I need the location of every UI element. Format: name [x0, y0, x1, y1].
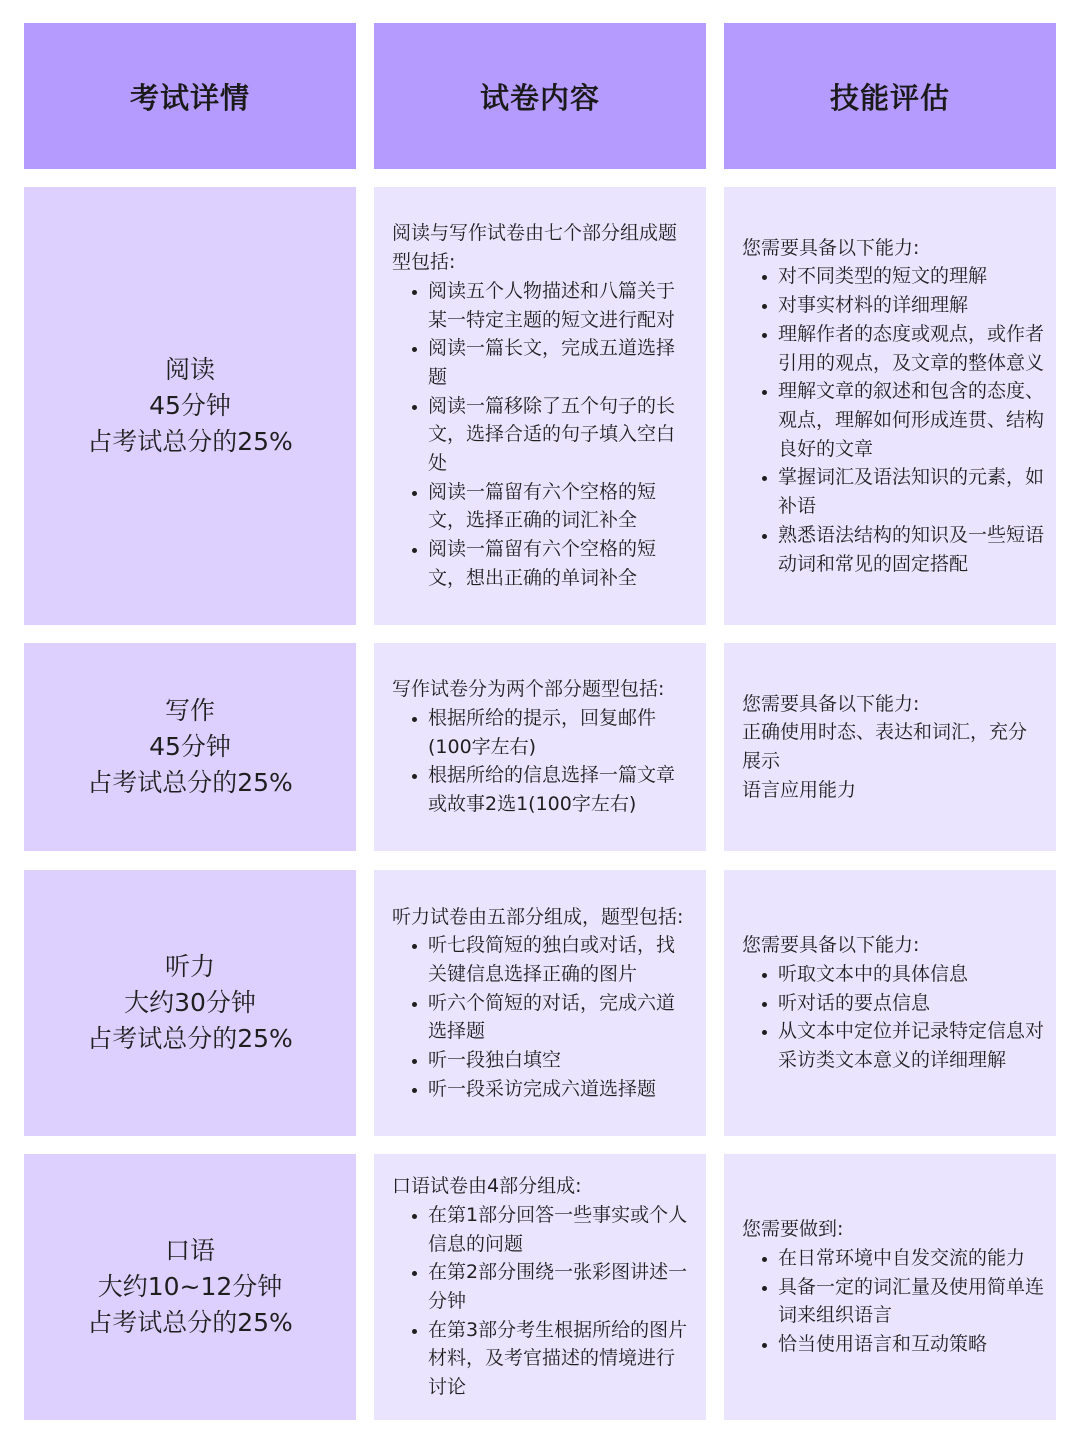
content-intro: 口语试卷由4部分组成: [392, 1175, 582, 1198]
list-item: • 根据所给的提示，回复邮件(100字左右) [428, 704, 690, 761]
list-item: • 根据所给的信息选择一篇文章或故事2选1(100字左右) [428, 761, 690, 818]
list-item: • 听六个简短的对话，完成六道选择题 [428, 989, 690, 1046]
list-item: • 理解作者的态度或观点，或作者引用的观点，及文章的整体意义 [778, 320, 1044, 377]
listening-content-cell [374, 870, 706, 1136]
list-item: • 理解文章的叙述和包含的态度、观点，理解如何形成连贯、结构良好的文章 [778, 377, 1044, 463]
header-skill-assessment: 技能评估 [724, 23, 1056, 169]
section-title: 听力 [164, 952, 215, 981]
list-item: • 听一段独白填空 [428, 1046, 690, 1075]
reading-content-cell [374, 187, 706, 625]
list-item: • 熟悉语法结构的知识及一些短语动词和常见的固定搭配 [778, 521, 1044, 578]
list-item: • 阅读一篇移除了五个句子的长文，选择合适的句子填入空白处 [428, 392, 690, 478]
listening-skills-cell [724, 870, 1056, 1136]
content-list [392, 277, 690, 593]
section-duration: 45分钟 [149, 732, 231, 761]
list-item: • 在第2部分围绕一张彩图讲述一分钟 [428, 1258, 690, 1315]
content-list [392, 704, 690, 819]
list-item: • 听一段采访完成六道选择题 [428, 1075, 690, 1104]
skill-list [742, 262, 1044, 578]
header-exam-details: 考试详情 [24, 23, 356, 169]
content-intro: 阅读与写作试卷由七个部分组成题型包括: [392, 222, 678, 274]
skill-list [742, 1244, 1044, 1359]
content-list [392, 1201, 690, 1402]
section-duration: 45分钟 [149, 391, 231, 420]
section-title: 写作 [164, 696, 215, 725]
skill-list [742, 960, 1044, 1075]
header-paper-content: 试卷内容 [374, 23, 706, 169]
speaking-skills-cell [724, 1154, 1056, 1420]
skill-intro: 您需要具备以下能力: [742, 236, 920, 259]
list-item: • 对事实材料的详细理解 [778, 291, 1044, 320]
skill-line: 正确使用时态、表达和词汇，充分展示 [742, 721, 1028, 772]
section-title: 口语 [164, 1236, 215, 1265]
reading-skills-cell [724, 187, 1056, 625]
list-item: • 听七段简短的独白或对话，找关键信息选择正确的图片 [428, 931, 690, 988]
skill-intro: 您需要具备以下能力: [742, 692, 920, 715]
content-list [392, 931, 690, 1103]
list-item: • 阅读一篇长文，完成五道选择题 [428, 334, 690, 391]
writing-skills-cell [724, 643, 1056, 851]
section-duration: 大约10~12分钟 [97, 1272, 283, 1301]
list-item: • 在日常环境中自发交流的能力 [778, 1244, 1044, 1273]
content-intro: 听力试卷由五部分组成，题型包括: [392, 905, 684, 928]
list-item: • 恰当使用语言和互动策略 [778, 1330, 1044, 1359]
speaking-details-cell [24, 1154, 356, 1420]
writing-details-cell [24, 643, 356, 851]
skill-line: 语言应用能力 [742, 778, 857, 801]
section-weight: 占考试总分的25% [87, 1308, 293, 1337]
section-title: 阅读 [164, 355, 215, 384]
list-item: • 在第1部分回答一些事实或个人信息的问题 [428, 1201, 690, 1258]
skill-intro: 您需要具备以下能力: [742, 934, 920, 957]
speaking-content-cell [374, 1154, 706, 1420]
reading-details-cell [24, 187, 356, 625]
list-item: • 听取文本中的具体信息 [778, 960, 1044, 989]
list-item: • 从文本中定位并记录特定信息对采访类文本意义的详细理解 [778, 1017, 1044, 1074]
section-weight: 占考试总分的25% [87, 768, 293, 797]
section-weight: 占考试总分的25% [87, 1024, 293, 1053]
list-item: • 在第3部分考生根据所给的图片材料，及考官描述的情境进行讨论 [428, 1316, 690, 1402]
section-duration: 大约30分钟 [124, 988, 256, 1017]
list-item: • 对不同类型的短文的理解 [778, 262, 1044, 291]
skill-intro: 您需要做到: [742, 1218, 844, 1241]
listening-details-cell [24, 870, 356, 1136]
list-item: • 听对话的要点信息 [778, 989, 1044, 1018]
writing-content-cell [374, 643, 706, 851]
list-item: • 具备一定的词汇量及使用简单连词来组织语言 [778, 1273, 1044, 1330]
list-item: • 阅读一篇留有六个空格的短文，选择正确的词汇补全 [428, 478, 690, 535]
list-item: • 阅读五个人物描述和八篇关于某一特定主题的短文进行配对 [428, 277, 690, 334]
content-intro: 写作试卷分为两个部分题型包括: [392, 678, 665, 701]
list-item: • 掌握词汇及语法知识的元素，如补语 [778, 463, 1044, 520]
list-item: • 阅读一篇留有六个空格的短文，想出正确的单词补全 [428, 535, 690, 592]
section-weight: 占考试总分的25% [87, 427, 293, 456]
